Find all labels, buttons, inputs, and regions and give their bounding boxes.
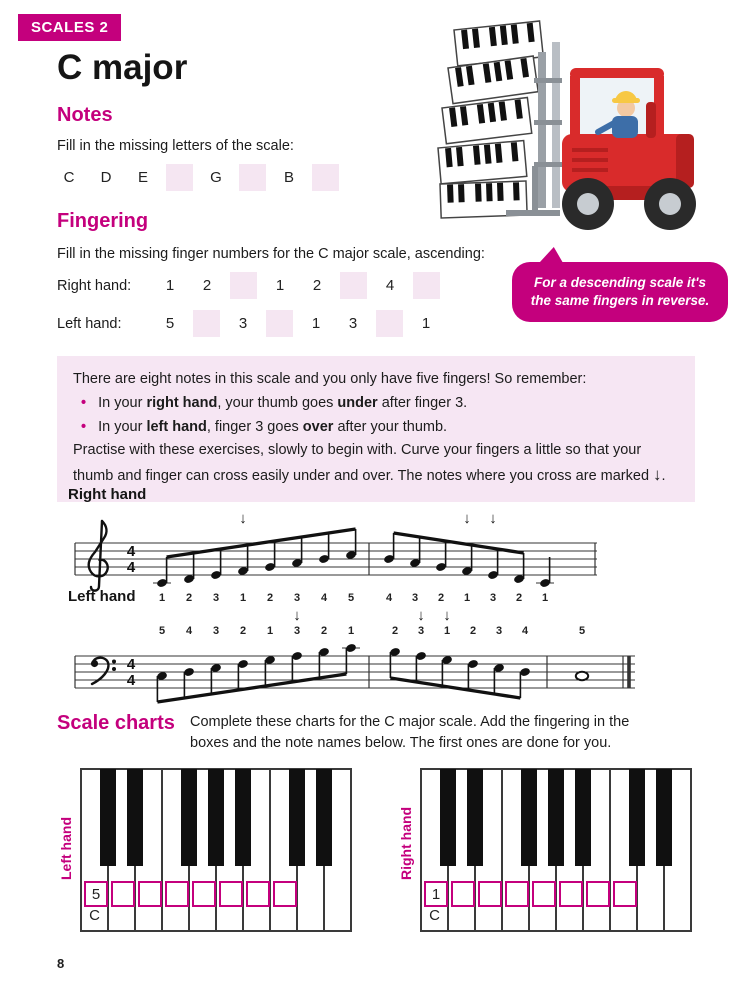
finger-number: 3 xyxy=(417,625,425,637)
black-key[interactable] xyxy=(575,769,591,866)
note-name-slot[interactable] xyxy=(270,907,297,927)
finger-number: 5 xyxy=(578,625,586,637)
finger-box[interactable]: 1 xyxy=(424,881,448,907)
scale-value: 1 xyxy=(421,315,431,332)
finger-number: 1 xyxy=(158,592,166,604)
finger-box[interactable] xyxy=(586,881,610,907)
text-segment: , your thumb goes xyxy=(217,394,338,411)
scale-value: 3 xyxy=(238,315,248,332)
finger-box[interactable] xyxy=(273,881,297,907)
answer-box[interactable] xyxy=(266,310,293,337)
finger-number: 1 xyxy=(541,592,549,604)
black-key[interactable] xyxy=(316,769,332,866)
page-title: C major xyxy=(57,48,188,87)
notes-heading: Notes xyxy=(57,104,113,126)
note-name-slot[interactable] xyxy=(448,907,475,927)
text-segment: after finger 3. xyxy=(377,394,468,411)
finger-box[interactable] xyxy=(505,881,529,907)
clef-dot xyxy=(112,667,116,671)
left-hand-keyboard-chart xyxy=(80,768,352,932)
black-key[interactable] xyxy=(235,769,251,866)
piano-stack-icon xyxy=(438,21,543,218)
scale-value: 1 xyxy=(311,315,321,332)
note-name-slot[interactable] xyxy=(108,907,135,927)
finger-number: 4 xyxy=(385,592,393,604)
info-outro xyxy=(73,440,679,488)
notes-scale-row xyxy=(55,164,339,191)
finger-number: 3 xyxy=(293,625,301,637)
answer-box[interactable] xyxy=(239,164,266,191)
finger-box[interactable] xyxy=(219,881,243,907)
cross-arrow-icon: ↓ xyxy=(443,607,451,624)
finger-number: 5 xyxy=(158,625,166,637)
note-name-slot[interactable] xyxy=(556,907,583,927)
finger-number: 3 xyxy=(495,625,503,637)
black-key[interactable] xyxy=(289,769,305,866)
down-arrow-icon: ↓ xyxy=(653,465,662,484)
scale-value: B xyxy=(283,169,294,186)
speech-bubble-text: For a descending scale it's the same fingers in reverse. xyxy=(530,275,710,309)
text-segment: , finger 3 goes xyxy=(206,418,303,435)
note-name-slot[interactable] xyxy=(162,907,189,927)
scale-value: 5 xyxy=(165,315,175,332)
finger-number: 1 xyxy=(347,625,355,637)
black-key[interactable] xyxy=(656,769,672,866)
scale-value: 1 xyxy=(275,277,285,294)
finger-box[interactable]: 5 xyxy=(84,881,108,907)
scale-value: G xyxy=(210,169,222,186)
scale-value: E xyxy=(137,169,148,186)
cross-arrow-icon: ↓ xyxy=(239,510,247,527)
finger-number: 4 xyxy=(320,592,328,604)
bass-staff xyxy=(57,604,657,726)
black-key[interactable] xyxy=(440,769,456,866)
treble-staff xyxy=(57,503,617,611)
cross-arrow-icon: ↓ xyxy=(293,607,301,624)
text-segment: under xyxy=(337,394,378,411)
scale-value: 4 xyxy=(385,277,395,294)
note-name-slot[interactable] xyxy=(502,907,529,927)
scale-value: D xyxy=(100,169,112,186)
answer-box[interactable] xyxy=(193,310,220,337)
finger-box[interactable] xyxy=(532,881,556,907)
text-segment: In your xyxy=(98,394,147,411)
finger-number: 4 xyxy=(185,625,193,637)
note-name-slot[interactable] xyxy=(216,907,243,927)
page-number: 8 xyxy=(57,956,65,971)
finger-box[interactable] xyxy=(138,881,162,907)
treble-clef-icon xyxy=(89,521,108,576)
bullet-icon: • xyxy=(81,418,87,435)
scale-charts-instruction: Complete these charts for the C major scale. Add the fingering in the boxes and the note names below. The first ones are done for you. xyxy=(190,714,630,752)
keyboard-left-hand-label: Left hand xyxy=(58,817,74,880)
finger-number: 2 xyxy=(437,592,445,604)
time-signature-top: 4 xyxy=(126,543,136,560)
left-hand-staff-label: Left hand xyxy=(68,588,136,605)
black-key[interactable] xyxy=(521,769,537,866)
info-box xyxy=(57,356,695,502)
black-key[interactable] xyxy=(467,769,483,866)
note-name-slot[interactable]: C xyxy=(429,907,440,924)
clef-dot xyxy=(91,660,98,667)
left-hand-fingering-row xyxy=(57,310,440,337)
cross-arrow-icon: ↓ xyxy=(417,607,425,624)
scale-value: 2 xyxy=(202,277,212,294)
keyboard-right-hand-label: Right hand xyxy=(398,806,414,880)
info-bullet-2 xyxy=(81,417,679,439)
answer-box[interactable] xyxy=(413,272,440,299)
scale-value: 1 xyxy=(165,277,175,294)
black-key[interactable] xyxy=(629,769,645,866)
time-signature-bottom: 4 xyxy=(126,672,136,689)
speech-bubble xyxy=(512,262,728,322)
finger-number: 3 xyxy=(411,592,419,604)
finger-number: 3 xyxy=(212,625,220,637)
finger-box[interactable] xyxy=(451,881,475,907)
answer-box[interactable] xyxy=(312,164,339,191)
right-hand-keyboard-chart xyxy=(420,768,692,932)
bullet-icon: • xyxy=(81,394,87,411)
finger-number: 2 xyxy=(515,592,523,604)
finger-box[interactable] xyxy=(192,881,216,907)
text-segment: In your xyxy=(98,418,147,435)
finger-box[interactable] xyxy=(111,881,135,907)
text-segment: over xyxy=(302,418,334,435)
notes-instruction: Fill in the missing letters of the scale: xyxy=(57,138,294,154)
fingering-instruction: Fill in the missing finger numbers for the C major scale, ascending: xyxy=(57,246,485,262)
finger-box[interactable] xyxy=(559,881,583,907)
fingering-heading: Fingering xyxy=(57,210,149,232)
clef-dot xyxy=(112,660,116,664)
finger-number: 5 xyxy=(347,592,355,604)
note-name-slot[interactable] xyxy=(135,907,162,927)
left-hand-label: Left hand: xyxy=(57,315,122,332)
answer-box[interactable] xyxy=(166,164,193,191)
black-key[interactable] xyxy=(548,769,564,866)
finger-box[interactable] xyxy=(478,881,502,907)
cross-arrow-icon: ↓ xyxy=(489,510,497,527)
scale-charts-heading: Scale charts xyxy=(57,712,175,734)
finger-box[interactable] xyxy=(246,881,270,907)
finger-number: 3 xyxy=(212,592,220,604)
right-hand-label: Right hand: xyxy=(57,277,132,294)
finger-number: 1 xyxy=(443,625,451,637)
finger-number: 1 xyxy=(266,625,274,637)
scale-value: C xyxy=(63,169,75,186)
info-intro: There are eight notes in this scale and you only have five fingers! So remember: xyxy=(73,371,587,387)
scale-value: 3 xyxy=(348,315,358,332)
time-signature-bottom: 4 xyxy=(126,559,136,576)
note-name-slot[interactable]: C xyxy=(89,907,100,924)
scale-value: 2 xyxy=(312,277,322,294)
black-key[interactable] xyxy=(127,769,143,866)
note-name-slot[interactable] xyxy=(583,907,610,927)
right-hand-staff-label: Right hand xyxy=(68,486,147,503)
finger-number: 2 xyxy=(469,625,477,637)
finger-number: 1 xyxy=(463,592,471,604)
finger-number: 2 xyxy=(185,592,193,604)
finger-number: 2 xyxy=(320,625,328,637)
left-hand-items xyxy=(156,310,440,337)
answer-box[interactable] xyxy=(376,310,403,337)
black-key[interactable] xyxy=(181,769,197,866)
note-name-slot[interactable] xyxy=(243,907,270,927)
right-hand-items xyxy=(156,272,440,299)
info-outro-text: Practise with these exercises, slowly to begin with. Curve your fingers a little so that your thumb and finger can cross easily under and over. The notes where you cross are marked xyxy=(73,442,650,484)
text-segment: left hand xyxy=(146,418,207,435)
finger-number: 2 xyxy=(391,625,399,637)
info-bullet-1 xyxy=(81,393,679,415)
answer-box[interactable] xyxy=(230,272,257,299)
black-key[interactable] xyxy=(100,769,116,866)
answer-box[interactable] xyxy=(340,272,367,299)
cross-arrow-icon: ↓ xyxy=(463,510,471,527)
info-bullet-2-text xyxy=(98,417,447,439)
right-hand-fingering-row xyxy=(57,272,440,299)
finger-number: 2 xyxy=(239,625,247,637)
finger-box[interactable] xyxy=(613,881,637,907)
black-key[interactable] xyxy=(208,769,224,866)
text-segment: right hand xyxy=(146,394,218,411)
forklift-illustration xyxy=(420,16,720,238)
finger-number: 2 xyxy=(266,592,274,604)
time-signature-top: 4 xyxy=(126,656,136,673)
info-outro-period: . xyxy=(661,468,666,484)
note-name-slot[interactable] xyxy=(475,907,502,927)
note-name-slot[interactable] xyxy=(189,907,216,927)
finger-number: 4 xyxy=(521,625,529,637)
lesson-badge: SCALES 2 xyxy=(18,14,121,41)
note-name-slot[interactable] xyxy=(610,907,637,927)
text-segment: after your thumb. xyxy=(333,418,448,435)
finger-number: 3 xyxy=(489,592,497,604)
finger-box[interactable] xyxy=(165,881,189,907)
finger-number: 3 xyxy=(293,592,301,604)
finger-number: 1 xyxy=(239,592,247,604)
info-bullet-1-text xyxy=(98,393,467,415)
whole-note xyxy=(576,672,588,680)
note-name-slot[interactable] xyxy=(529,907,556,927)
